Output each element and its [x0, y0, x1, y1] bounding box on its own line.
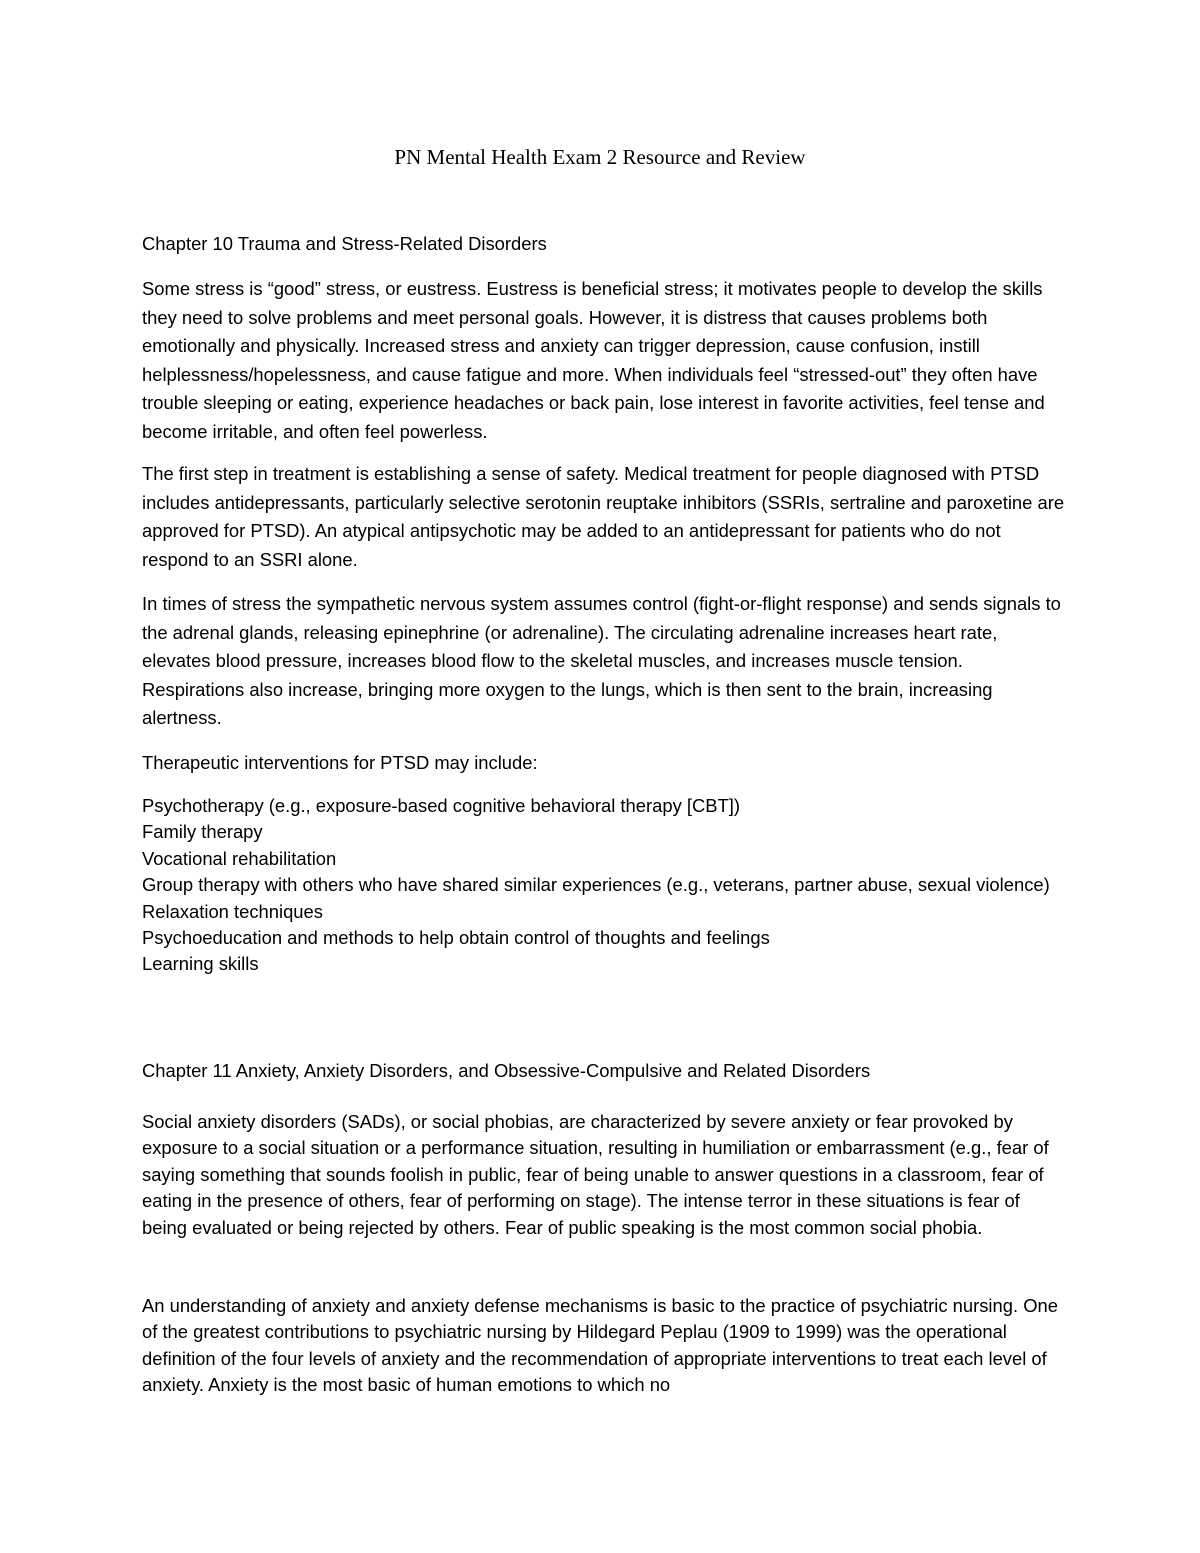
- interventions-list: [142, 793, 1067, 978]
- list-item: Psychoeducation and methods to help obtain control of thoughts and feelings: [142, 927, 770, 949]
- chapter-10-paragraph-interventions-intro: Therapeutic interventions for PTSD may include:: [142, 752, 538, 773]
- chapter-10-paragraph-treatment: The first step in treatment is establishing a sense of safety. Medical treatment for people diagnosed with PTSD includes antidepressants, particularly selective serotonin reuptake inhibitors (SSRIs, sertraline and paroxetine are approved for PTSD). An atypical antipsychotic may be added to an antidepressant for patients who do not respond to an SSRI alone.: [142, 463, 1065, 570]
- list-item: Psychotherapy (e.g., exposure-based cognitive behavioral therapy [CBT]): [142, 795, 741, 816]
- list-item: Vocational rehabilitation: [142, 847, 337, 869]
- chapter-10-paragraph-sympathetic: In times of stress the sympathetic nervous system assumes control (fight-or-flight response) and sends signals to the adrenal glands, releasing epinephrine (or adrenaline). The circulating adrenaline increases heart rate, elevates blood pressure, increases blood flow to the skeletal muscles, and increases muscle tension. Respirations also increase, bringing more oxygen to the lungs, which is then sent to the brain, increasing alertness.: [142, 593, 1061, 729]
- list-item: Relaxation techniques: [142, 900, 323, 922]
- chapter-11-paragraph-social-anxiety: Social anxiety disorders (SADs), or social phobias, are characterized by severe anxiety or fear provoked by exposure to a social situation or a performance situation, resulting in humiliation or embarrassment (e.g., fear of saying something that sounds foolish in public, fear of being unable to answer questions in a classroom, fear of eating in the presence of others, fear of performing on stage). The intense terror in these situations is fear of being evaluated or being rejected by others. Fear of public speaking is the most common social phobia.: [142, 1111, 1049, 1238]
- chapter-11-heading: Chapter 11 Anxiety, Anxiety Disorders, and Obsessive-Compulsive and Related Disorders: [142, 1060, 871, 1081]
- chapter-10-paragraph-eustress: Some stress is “good” stress, or eustress. Eustress is beneficial stress; it motivates people to develop the skills they need to solve problems and meet personal goals. However, it is distress that causes problems both emotionally and physically. Increased stress and anxiety can trigger depression, cause confusion, instill helplessness/hopelessness, and cause fatigue and more. When individuals feel “stressed-out” they often have trouble sleeping or eating, experience headaches or back pain, lose interest in favorite activities, feel tense and become irritable, and often feel powerless.: [142, 278, 1045, 442]
- list-item: Group therapy with others who have shared similar experiences (e.g., veterans, partner abuse, sexual violence): [142, 874, 1050, 896]
- chapter-10-heading: Chapter 10 Trauma and Stress-Related Disorders: [142, 233, 547, 254]
- list-item: Family therapy: [142, 821, 263, 843]
- chapter-11-paragraph-peplau: An understanding of anxiety and anxiety defense mechanisms is basic to the practice of psychiatric nursing. One of the greatest contributions to psychiatric nursing by Hildegard Peplau (1909 to 1999) was the operational definition of the four levels of anxiety and the recommendation of appropriate interventions to treat each level of anxiety. Anxiety is the most basic of human emotions to which no: [142, 1295, 1058, 1396]
- list-item: Learning skills: [142, 953, 259, 975]
- document-title: PN Mental Health Exam 2 Resource and Review: [394, 145, 806, 169]
